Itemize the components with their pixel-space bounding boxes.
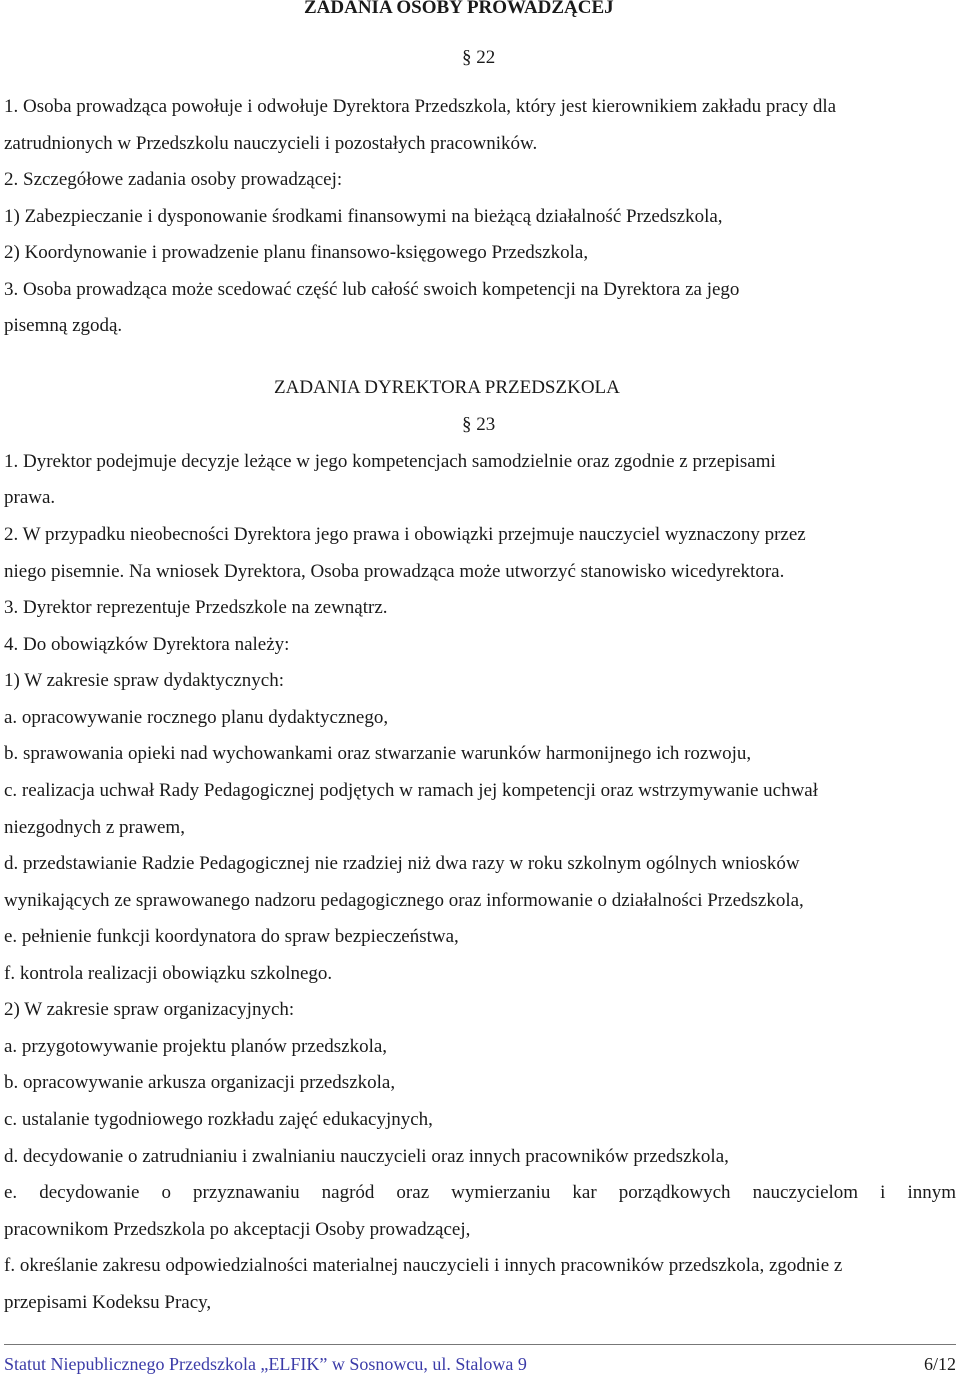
body-line: 1. Dyrektor podejmuje decyzje leżące w jego kompetencjach samodzielnie oraz zgodnie z przepisami [4,451,776,472]
body-line: f. określanie zakresu odpowiedzialności materialnej nauczycieli i innych pracowników przedszkola, zgodnie z [4,1255,843,1276]
footer-document-title: Statut Niepublicznego Przedszkola „ELFIK” w Sosnowcu, ul. Stalowa 9 [4,1354,527,1374]
body-line: niego pisemnie. Na wniosek Dyrektora, Osoba prowadząca może utworzyć stanowisko wicedyrektora. [4,561,785,582]
body-line: 2) Koordynowanie i prowadzenie planu finansowo-księgowego Przedszkola, [4,242,589,263]
body-line: prawa. [4,487,56,508]
paragraph-number-22 [462,47,495,69]
body-line: 2. Szczegółowe zadania osoby prowadzącej: [4,169,343,190]
body-line: pracownikom Przedszkola po akceptacji Osoby prowadzącej, [4,1219,471,1240]
body-line: pisemną zgodą. [4,315,123,336]
body-line: b. opracowywanie arkusza organizacji przedszkola, [4,1072,396,1093]
body-line: 1) W zakresie spraw dydaktycznych: [4,670,284,691]
footer-page-number: 6/12 [923,1354,956,1374]
body-line: 1. Osoba prowadząca powołuje i odwołuje Dyrektora Przedszkola, który jest kierownikiem zakładu pracy dla [4,96,837,117]
body-line: 2) W zakresie spraw organizacyjnych: [4,999,295,1020]
body-line: wynikających ze sprawowanego nadzoru pedagogicznego oraz informowanie o działalności Przedszkola, [4,890,804,911]
body-line: 1) Zabezpieczanie i dysponowanie środkami finansowymi na bieżącą działalność Przedszkola, [4,206,723,227]
body-line: f. kontrola realizacji obowiązku szkolnego. [4,963,333,984]
body-line: 3. Dyrektor reprezentuje Przedszkole na zewnątrz. [4,597,388,618]
body-line: 2. W przypadku nieobecności Dyrektora jego prawa i obowiązki przejmuje nauczyciel wyznaczony przez [4,524,806,545]
body-line: c. realizacja uchwał Rady Pedagogicznej podjętych w ramach jej kompetencji oraz wstrzymywanie uchwał [4,780,819,801]
body-line: c. ustalanie tygodniowego rozkładu zajęć edukacyjnych, [4,1109,433,1130]
body-line: d. decydowanie o zatrudnianiu i zwalnianiu nauczycieli oraz innych pracowników przedszkola, [4,1146,729,1167]
section-title-dyrektor: ZADANIA DYREKTORA PRZEDSZKOLA [274,377,620,398]
body-line: 4. Do obowiązków Dyrektora należy: [4,634,290,655]
body-line: d. przedstawianie Radzie Pedagogicznej nie rzadziej niż dwa razy w roku szkolnym ogólnych wniosków [4,853,800,874]
body-line: niezgodnych z prawem, [4,817,185,838]
paragraph-sign: § [462,47,472,68]
paragraph-number: 22 [476,47,496,68]
body-line: e. pełnienie funkcji koordynatora do spraw bezpieczeństwa, [4,926,459,947]
body-line: a. opracowywanie rocznego planu dydaktycznego, [4,707,389,728]
body-line: a. przygotowywanie projektu planów przedszkola, [4,1036,388,1057]
body-line: zatrudnionych w Przedszkolu nauczycieli i pozostałych pracowników. [4,133,538,154]
body-line-justified: e. decydowanie o przyznawaniu nagród oraz wymierzaniu kar porządkowych nauczycielom i innym [4,1182,956,1203]
paragraph-number: 23 [476,414,496,435]
body-line: b. sprawowania opieki nad wychowankami oraz stwarzanie warunków harmonijnego ich rozwoju, [4,743,752,764]
paragraph-sign: § [462,414,472,435]
body-line: 3. Osoba prowadząca może scedować część lub całość swoich kompetencji na Dyrektora za jego [4,279,740,300]
paragraph-number-23 [462,414,495,436]
footer-divider [4,1344,956,1345]
section-title-osoba-prowadzaca: ZADANIA OSOBY PROWADZĄCEJ [304,0,614,18]
body-line: przepisami Kodeksu Pracy, [4,1292,212,1313]
